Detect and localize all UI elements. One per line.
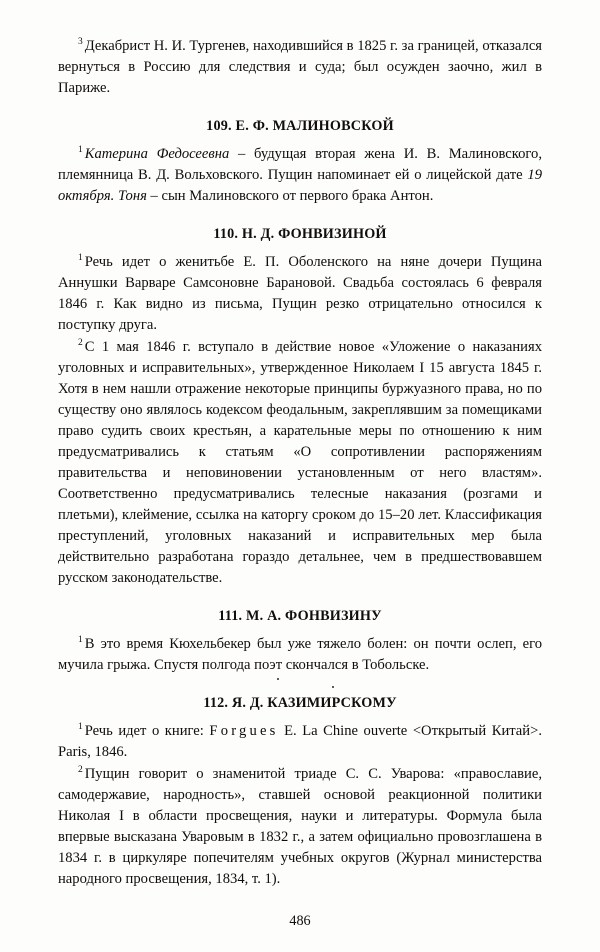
section-heading-112: 112. Я. Д. КАЗИМИРСКОМУ <box>203 695 397 711</box>
footnote-marker: 1 <box>78 722 83 733</box>
ink-speck <box>332 686 334 688</box>
footnote-marker: 1 <box>78 635 83 646</box>
footnote-paragraph <box>58 721 542 763</box>
section-heading-110: 110. Н. Д. ФОНВИЗИНОЙ <box>213 226 387 242</box>
footnote-marker: 2 <box>78 338 83 349</box>
footnote-paragraph <box>58 144 542 207</box>
ink-speck <box>277 678 279 680</box>
footnote-text-lead: Речь идет о книге: <box>84 723 210 739</box>
footnote-marker: 1 <box>78 253 83 264</box>
footnote-italic-mid: 19 октября. Тоня <box>58 167 542 204</box>
footnote-paragraph <box>58 337 542 589</box>
footnote-text: В это время Кюхельбекер был уже тяжело болен: он почти ослеп, его мучила грыжа. Спустя полгода поэт скончался в Тобольске. <box>58 636 542 673</box>
footnote-text: E. La Chine ouverte <Открытый Китай>. Paris, 1846. <box>58 723 542 760</box>
footnote-text-tail: – сын Малиновского от первого брака Антон. <box>146 188 434 204</box>
footnote-paragraph <box>58 764 542 890</box>
footnote-marker: 1 <box>78 145 83 156</box>
footnote-text: С 1 мая 1846 г. вступало в действие новое «Уложение о наказаниях уголовных и исправительных», утвержденное Николаем I 15 августа 1845 г. Хотя в нем нашли отражение некоторые принципы буржуазного права, но по существу оно являлось кодексом феодальным, закреплявшим за помещиками право судить своих крестьян, а карательные меры по отношению к ним предусматривались к статьям «О сопротивлении распоряжениям правительства и неповиновении установленным от него властям». Соответственно предусматривались телесные наказания (розгами и плетьми), клеймение, ссылка на каторгу сроком до 15–20 лет. Классификация преступлений, уголовных наказаний и исправительных мер была действительно разработана гораздо детальнее, чем в предшествовавшем русском законодательстве. <box>58 339 542 586</box>
footnote-marker: 2 <box>78 765 83 776</box>
footnote-text: Речь идет о женитьбе Е. П. Оболенского на няне дочери Пущина Аннушки Варваре Самсоновне Барановой. Свадьба состоялась 6 февраля 1846 г. Как видно из письма, Пущин резко отрицательно относился к поступку друга. <box>58 254 542 333</box>
footnote-text: Пущин говорит о знаменитой триаде С. С. Уварова: «православие, самодержавие, народность», ставшей основой реакционной политики Николая I в области просвещения, науки и литературы. Формула была впервые высказана Уваровым в 1832 г., а затем официально провозглашена в 1834 г. в циркуляре попечителям учебных округов (Журнал министерства народного просвещения, 1834, т. 1). <box>58 766 542 887</box>
footnote-marker: 3 <box>78 37 83 48</box>
footnote-paragraph <box>58 634 542 676</box>
section-heading-109: 109. Е. Ф. МАЛИНОВСКОЙ <box>206 118 394 134</box>
section-heading-111: 111. М. А. ФОНВИЗИНУ <box>218 608 382 624</box>
footnote-paragraph <box>58 36 542 99</box>
footnote-text: – будущая вторая жена И. В. Малиновского, племянница В. Д. Вольховского. Пущин напоминает ей о лицейской дате <box>58 146 542 183</box>
footnote-text: Декабрист Н. И. Тургенев, находившийся в 1825 г. за границей, отказался вернуться в Россию для следствия и суда; был осужден заочно, жил в Париже. <box>58 38 543 96</box>
footnote-italic-lead: Катерина Федосеевна <box>84 146 230 162</box>
footnote-paragraph <box>58 252 542 336</box>
footnote-spaced-name: Forgues <box>209 723 279 739</box>
page-number: 486 <box>289 913 311 929</box>
